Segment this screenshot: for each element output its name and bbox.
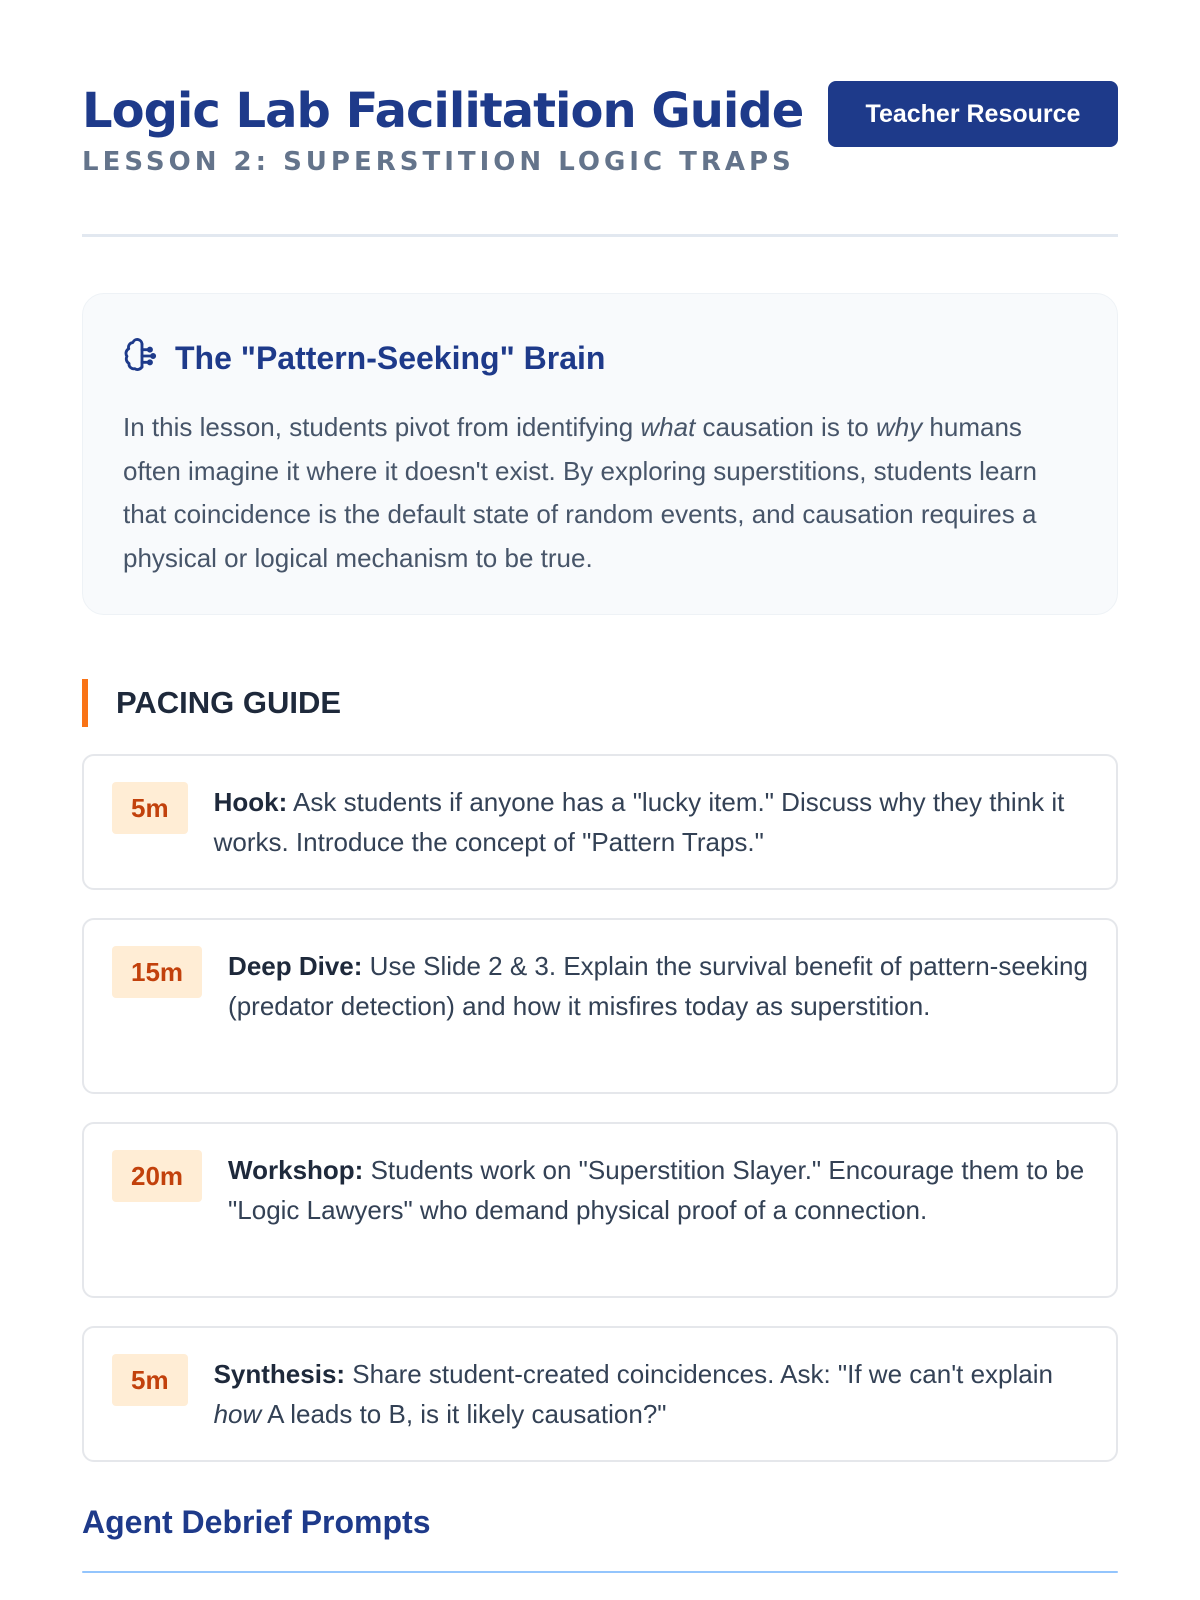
intro-card [82,293,1118,615]
pacing-label: Synthesis: [213,1359,346,1389]
pacing-heading: PACING GUIDE [82,679,1118,727]
pacing-list [82,754,1118,1462]
pacing-item [82,1122,1118,1298]
time-badge: 15m [112,946,202,998]
page-header [82,0,1118,237]
intro-emphasis: why [875,412,923,442]
lesson-subtitle: LESSON 2: SUPERSTITION LOGIC TRAPS [82,147,795,177]
time-badge: 20m [112,1150,202,1202]
intro-title: The "Pattern-Seeking" Brain [175,339,606,376]
pacing-text [214,782,1088,862]
pacing-item [82,918,1118,1094]
intro-text-part: humans often imagine it where it doesn't exist. By exploring superstitions, students learn that coincidence is the default state of random events, and causation requires a physical or logical mechanism to be true. [123,412,1037,573]
intro-text-part: In this lesson, students pivot from identifying [123,412,641,442]
pacing-description: Ask students if anyone has a "lucky item." Discuss why they think it works. Introduce the concept of "Pattern Traps." [213,787,1065,857]
intro-emphasis: what [640,412,696,442]
pacing-description: Students work on "Superstition Slayer." Encourage them to be "Logic Lawyers" who demand physical proof of a connection. [228,1155,1085,1225]
brain-icon [123,337,161,380]
page-title: Logic Lab Facilitation Guide [82,83,804,139]
pacing-description: Use Slide 2 & 3. Explain the survival benefit of pattern-seeking (predator detection) and how it misfires today as superstition. [228,951,1088,1021]
time-badge: 5m [112,782,188,834]
pacing-label: Hook: [213,787,288,817]
pacing-text [228,946,1088,1026]
pacing-item [82,754,1118,890]
debrief-card-edge [82,1571,1118,1573]
intro-text-part: causation is to [695,412,876,442]
pacing-text [228,1150,1088,1230]
pacing-text [214,1354,1088,1434]
time-badge: 5m [112,1354,188,1406]
teacher-resource-badge: Teacher Resource [828,81,1118,147]
debrief-title: Agent Debrief Prompts [82,1504,431,1540]
pacing-description: A leads to B, is it likely causation?" [261,1399,667,1429]
pacing-label: Deep Dive: [228,951,363,981]
pacing-item [82,1326,1118,1462]
pacing-emphasis: how [213,1399,262,1429]
intro-heading [123,332,1077,384]
pacing-label: Workshop: [228,1155,364,1185]
intro-body [123,406,1077,580]
pacing-description: Share student-created coincidences. Ask: "If we can't explain [345,1359,1053,1389]
